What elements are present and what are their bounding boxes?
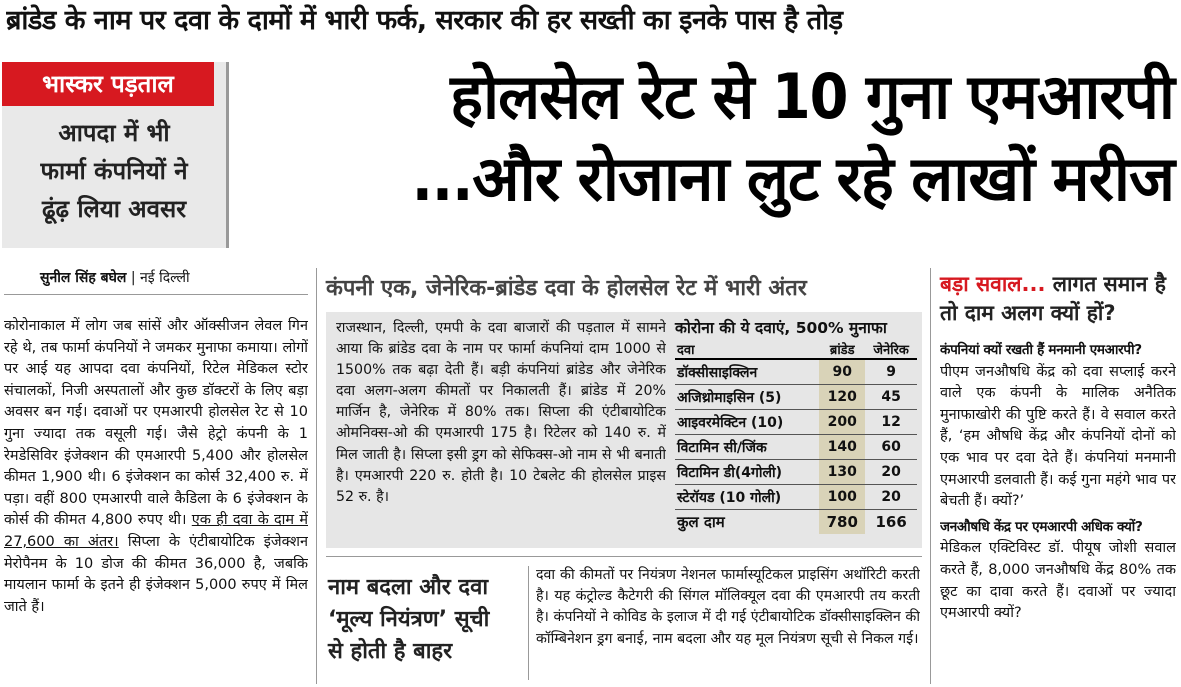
generic-price: 12 (865, 410, 917, 435)
right-heading-red: बड़ा सवाल... (940, 272, 1046, 296)
left-column (4, 316, 308, 661)
left-underline: एक ही दवा के दाम में 27,600 का अंतर। (4, 512, 308, 550)
pull-quote-line: से होती है बाहर (328, 639, 453, 664)
drug-name: डॉक्सीसाइक्लिन (675, 359, 819, 385)
byline-place: नई दिल्ली (140, 270, 190, 286)
sidebar-line: फार्मा कंपनियों ने (40, 157, 188, 185)
drug-name: स्टेरॉयड (10 गोली) (675, 485, 819, 510)
headline-line-1: होलसेल रेट से 10 गुना एमआरपी (450, 60, 1174, 133)
branded-price: 120 (819, 385, 865, 410)
column-divider (316, 268, 317, 684)
table-row (675, 435, 917, 460)
column-divider (930, 268, 931, 684)
left-text-a: कोरोनाकाल में लोग जब सांसें और ऑक्सीजन लेवल गिन रहे थे, तब फार्मा कंपनियों ने जमकर मुनाफा कमाया। लोगों पर आई यह आपदा दवा कंपनियों, रिटेल मेडिकल स्टोर संचालकों, निजी अस्पतालों और कुछ डॉक्टरों के लिए बड़ा अवसर बन गई। दवाओं पर एमआरपी होलसेल रेट से 10 गुना ज्यादा तक वसूली गई। जैसे हेट्रो कंपनी के 1 रेमडेसिविर इंजेक्शन की एमआरपी 5,400 और होलसेल कीमत 1,900 थी। 6 इंजेक्शन का कोर्स 32,400 रु. में पड़ा। वहीं 800 एमआरपी वाले कैडिला के 6 इंजेक्शन के कोर्स की कीमत 4,800 रुपए थी। (4, 318, 308, 529)
table-row (675, 485, 917, 510)
col-header: ब्रांडेड (819, 340, 865, 359)
drug-name: विटामिन सी/जिंक (675, 435, 819, 460)
total-label: कुल दाम (677, 513, 725, 531)
branded-price: 200 (819, 410, 865, 435)
pull-quote-line: ‘मूल्य नियंत्रण’ सूची (328, 607, 490, 632)
generic-price: 45 (865, 385, 917, 410)
middle-subhead: कंपनी एक, जेनेरिक-ब्रांडेड दवा के होलसेल रेट में भारी अंतर (326, 276, 807, 301)
drug-name: विटामिन डी(4गोली) (675, 460, 819, 485)
generic-price: 20 (865, 460, 917, 485)
right-question-1: कंपनियां क्यों रखती हैं मनमानी एमआरपी? (940, 342, 1142, 358)
drug-name: आइवरमेक्टिन (10) (675, 410, 819, 435)
column-divider (528, 566, 529, 680)
table-row (675, 385, 917, 410)
branded-price: 130 (819, 460, 865, 485)
headline-line-2: ...और रोजाना लुट रहे लाखों मरीज (411, 142, 1174, 215)
sidebar-box (2, 62, 229, 248)
right-heading (940, 270, 1176, 328)
branded-price: 90 (819, 359, 865, 385)
middle-bottom-paragraph: दवा की कीमतों पर नियंत्रण नेशनल फार्मास्यूटिकल प्राइसिंग अथॉरिटी करती है। यह कंट्रोल्ड कैटेगरी की सिंगल मॉलिक्यूल दवा की एमआरपी तय करती है। कंपनियों ने कोविड के इलाज में दी गई एंटीबायोटिक डॉक्सीसाइक्लिन की कॉम्बिनेशन ड्रग बनाई, नाम बदला और यह मूल नियंत्रण सूची से निकल गई। (536, 567, 920, 647)
sidebar-tag: भास्कर पड़ताल (2, 62, 214, 106)
table-row (675, 460, 917, 485)
table-row (675, 359, 917, 385)
rule (326, 556, 922, 557)
right-question-2: जनऔषधि केंद्र पर एमआरपी अधिक क्यों? (940, 518, 1143, 535)
branded-price: 140 (819, 435, 865, 460)
right-heading-rest: लागत समान है तो दाम अलग क्यों हों? (940, 272, 1166, 325)
generic-price: 20 (865, 485, 917, 510)
main-headline (238, 56, 1174, 220)
right-paragraph-2: मेडिकल एक्टिविस्ट डॉ. पीयूष जोशी सवाल करते हैं, 8,000 जनऔषधि केंद्र 80% तक छूट का दावा करते हैं। दवाओं पर ज्यादा एमआरपी क्यों? (940, 540, 1176, 622)
pull-quote (328, 572, 522, 668)
generic-price: 60 (865, 435, 917, 460)
total-branded: 780 (819, 510, 865, 535)
right-column (940, 340, 1176, 685)
price-table-title: कोरोना की ये दवाएं, 500% मुनाफा (675, 319, 887, 337)
rule (4, 294, 308, 295)
col-header: जेनेरिक (865, 340, 917, 359)
sidebar-line: आपदा में भी (58, 119, 170, 147)
left-text-b: सिप्ला के एंटीबायोटिक इंजेक्शन मेरोपैनम के 10 डोज की कीमत 36,000 है, जबकि मायलान फार्मा के इतने ही इंजेक्शन 5,000 रुपए में मिल जाते हैं। (4, 533, 308, 615)
middle-paragraph: राजस्थान, दिल्ली, एमपी के दवा बाजारों की पड़ताल में सामने आया कि ब्रांडेड दवा के नाम पर फार्मा कंपनियां दाम 1000 से 1500% तक बढ़ा देती हैं। बड़ी कंपनियां ब्रांडेड और जेनेरिक दवा अलग-अलग कीमतों पर निकालती हैं। ब्रांडेड में 20% मार्जिन है, जेनेरिक में 80% तक। सिप्ला की एंटीबायोटिक ओमनिक्स-ओ की एमआरपी 175 है। रिटेलर को 140 रु. में मिल जाती है। सिप्ला इसी ड्रग को सेफिक्स-ओ नाम से भी बनाती है। एमआरपी 220 रु. होती है। 10 टेबलेट की होलसेल प्राइस 52 रु. है। (336, 320, 666, 505)
pull-quote-line: नाम बदला और दवा (328, 575, 489, 600)
col-header: दवा (675, 340, 819, 359)
table-row (675, 410, 917, 435)
branded-price: 100 (819, 485, 865, 510)
price-table (675, 316, 917, 534)
byline-author: सुनील सिंह बघेल (40, 270, 127, 286)
right-paragraph-1: पीएम जनऔषधि केंद्र को दवा सप्लाई करने वाले एक कंपनी के मालिक अनैतिक मुनाफाखोरी की पुष्टि करते हैं। वे सवाल करते हैं, ‘हम औषधि केंद्र और कंपनियों दोनों को एक भाव पर दवा देते हैं। कंपनियां मनमानी एमआरपी डलवाती हैं। कई गुना महंगे भाव पर बेचती हैं। क्यों?’ (940, 363, 1176, 510)
generic-price: 9 (865, 359, 917, 385)
byline: सुनील सिंह बघेल | नई दिल्ली (40, 270, 190, 286)
kicker-headline: ब्रांडेड के नाम पर दवा के दामों में भारी फर्क, सरकार की हर सख्ती का इनके पास है तोड़ (6, 5, 843, 36)
sidebar-text (2, 114, 226, 228)
total-generic: 166 (875, 513, 907, 531)
table-total-row (675, 510, 917, 535)
sidebar-line: ढूंढ़ लिया अवसर (41, 195, 187, 223)
drug-name: अजिथ्रोमाइसिन (5) (675, 385, 819, 410)
